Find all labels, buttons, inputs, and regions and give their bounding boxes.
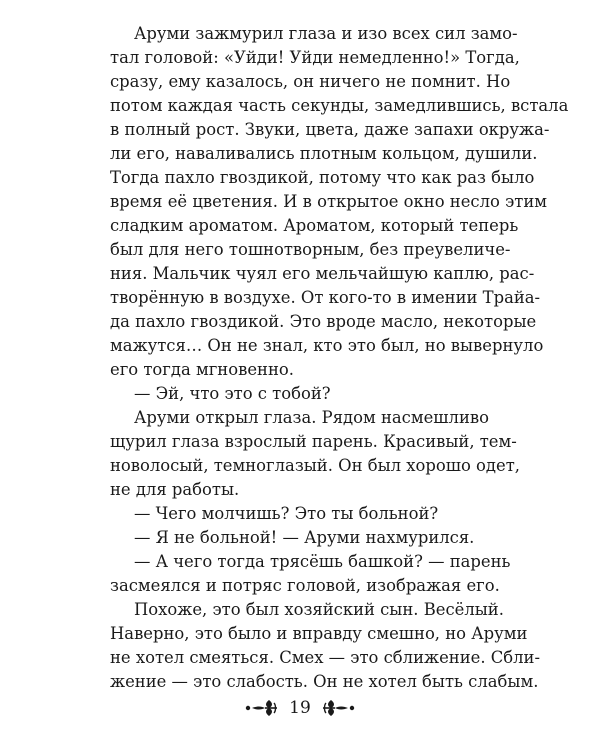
text-line: ли его, наваливались плотным кольцом, душили. bbox=[110, 144, 538, 163]
text-line: ния. Мальчик чуял его мельчайшую каплю, рас- bbox=[110, 264, 535, 283]
dialogue-line: — Эй, что это с тобой? bbox=[134, 384, 331, 403]
text-line: творённую в воздухе. От кого-то в имении Трайа- bbox=[110, 288, 541, 307]
text-line: сразу, ему казалось, он ничего не помнит. Но bbox=[110, 72, 511, 91]
text-line: мажутся… Он не знал, кто это был, но вывернуло bbox=[110, 336, 544, 355]
dialogue-line: — Чего молчишь? Это ты больной? bbox=[134, 504, 439, 523]
text-line: да пахло гвоздикой. Это вроде масло, некоторые bbox=[110, 312, 537, 331]
text-line: жение — это слабость. Он не хотел быть слабым. bbox=[110, 672, 539, 691]
text-line: тал головой: «Уйди! Уйди немедленно!» Тогда, bbox=[110, 48, 520, 67]
text-line: в полный рост. Звуки, цвета, даже запахи окружа- bbox=[110, 120, 550, 139]
text-line: Тогда пахло гвоздикой, потому что как раз было bbox=[110, 168, 535, 187]
page-footer bbox=[0, 693, 600, 723]
text-line: Аруми зажмурил глаза и изо всех сил замо- bbox=[134, 24, 518, 43]
body-text bbox=[110, 22, 569, 694]
text-line: был для него тошнотворным, без преувеличе- bbox=[110, 240, 511, 259]
text-line: Похоже, это был хозяйский сын. Весёлый. bbox=[134, 600, 504, 619]
text-line: щурил глаза взрослый парень. Красивый, тем- bbox=[110, 432, 517, 451]
text-line: Наверно, это было и вправду смешно, но Аруми bbox=[110, 624, 528, 643]
text-line: потом каждая часть секунды, замедлившись, встала bbox=[110, 96, 569, 115]
leaf-ornament-left-icon bbox=[245, 697, 279, 719]
text-line: Аруми открыл глаза. Рядом насмешливо bbox=[134, 408, 489, 427]
dialogue-line: — Я не больной! — Аруми нахмурился. bbox=[134, 528, 475, 547]
text-line: не для работы. bbox=[110, 480, 240, 499]
text-line: не хотел смеяться. Смех — это сближение. Сбли- bbox=[110, 648, 541, 667]
text-line: его тогда мгновенно. bbox=[110, 360, 294, 379]
page-number: 19 bbox=[289, 698, 311, 718]
text-line: время её цветения. И в открытое окно несло этим bbox=[110, 192, 548, 211]
text-line: засмеялся и потряс головой, изображая его. bbox=[110, 576, 500, 595]
text-line: сладким ароматом. Ароматом, который теперь bbox=[110, 216, 519, 235]
dialogue-line: — А чего тогда трясёшь башкой? — парень bbox=[134, 552, 511, 571]
leaf-ornament-right-icon bbox=[321, 697, 355, 719]
text-line: новолосый, темноглазый. Он был хорошо одет, bbox=[110, 456, 520, 475]
